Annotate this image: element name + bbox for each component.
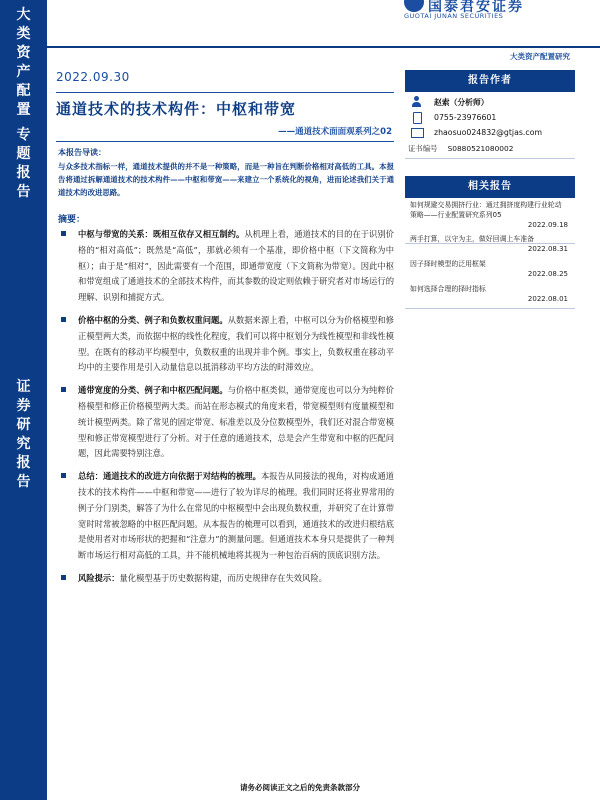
author-panel-divider <box>405 158 575 159</box>
disclaimer-note: 请务必阅读正文之后的免责条款部分 <box>240 783 360 792</box>
bullet-square-icon <box>61 387 66 392</box>
bullet-text <box>78 227 394 306</box>
related-panel-bottom-rule <box>405 308 575 309</box>
license-row <box>408 143 513 154</box>
related-report-date: 2022.08.25 <box>527 270 568 278</box>
bullet-heading: 风险提示： <box>78 572 120 583</box>
bullet-body: 与价格中枢类似，通带宽度也可以分为纯粹价格模型和修正价格模型两大类。而站在形态模式的角度来看，带宽模型则有度量模型和统计模型两类。除了常见的固定带宽、标准差以及分位数模型外，我们还对混合带宽模型和修正带宽模型进行了分析。对于任意的通道技术，总是会产生带宽和中枢的匹配问题，因此需要特别注意。 <box>78 385 394 459</box>
bullet-text <box>78 313 394 376</box>
abstract-bullets <box>58 227 394 594</box>
abstract-bullet <box>58 571 394 587</box>
logo-emblem-icon <box>404 0 424 12</box>
bullet-text <box>78 469 394 564</box>
phone-icon <box>410 111 424 123</box>
abstract-bullet <box>58 227 394 306</box>
report-date: 2022.09.30 <box>56 70 130 84</box>
author-phone: 0755-23976601 <box>434 112 497 122</box>
sidebar-label-type: 专 题 报 告 <box>16 127 31 200</box>
abstract-bullet <box>58 469 394 564</box>
bullet-body: 本报告从同接法的视角，对构成通道技术的技术构件——中枢和带宽——进行了较为详尽的梳理。我们同时还将业界常用的例子分门别类，解答了为什么在常见的中枢模型中会出现负数权重，并研究了在计算带宽时时常被忽略的中枢匹配问题。从本报告的梳理可以看到，通道技术的改进归根结底是使用者对市场形状的把握和“注意力”的测量问题。但通道技术本身只是提供了一种判断市场运行相对高低的工具，并不能机械地将其视为一种包治百病的顶底识别方法。 <box>78 471 394 561</box>
sidebar-label-report: 证 券 研 究 报 告 <box>16 379 31 490</box>
date-divider <box>56 92 394 93</box>
related-report-title[interactable]: 两手打算，以守为主，做好回调上车准备 <box>410 235 535 243</box>
bullet-square-icon <box>61 575 66 580</box>
related-report-title[interactable]: 如何选择合理的择时指标 <box>410 285 486 293</box>
related-report-title[interactable]: 如何规避交易拥挤行业：通过拥挤度构建行业轮动策略——行业配置研究系列05 <box>410 201 562 219</box>
bullet-heading: 总结：通道技术的改进方向依据于对结构的梳理。 <box>78 471 261 482</box>
author-email[interactable]: zhaosuo024832@gtjas.com <box>434 127 543 137</box>
author-email-row <box>410 125 542 139</box>
bullet-square-icon <box>61 231 66 236</box>
bullet-body: 从数据来源上看，中枢可以分为价格模型和修正模型两大类，而依据中枢的线性化程度，我们可以将中枢划分为线性模型和非线性模型。在既有的移动平均模型中，负数权重的出现并非个例。事实上，负数权重在移动平均中的主要作用是引入动量信息以抵消移动平均方法的时滞效应。 <box>78 314 394 373</box>
bullet-square-icon <box>61 473 66 478</box>
guide-text: 与众多技术指标一样，通道技术提供的并不是一种策略，而是一种旨在判断价格相对高低的工具。本报告将通过拆解通道技术的技术构件——中枢和带宽——来建立一个系统化的视角，进而论述我们关于通道技术的改进思路。 <box>58 162 394 197</box>
author-name: 赵索（分析师） <box>434 97 489 107</box>
sidebar-label-category: 大 类 资 产 配 置 <box>16 7 31 118</box>
bullet-text <box>78 571 394 587</box>
header-divider <box>47 46 600 48</box>
report-subtitle: ——通道技术面面观系列之02 <box>278 127 392 137</box>
abstract-label: 摘要： <box>58 215 86 225</box>
related-report-item[interactable] <box>410 200 568 229</box>
mail-icon <box>410 126 424 138</box>
bullet-body: 量化模型基于历史数据构建，而历史规律存在失效风险。 <box>119 572 327 583</box>
abstract-bullet <box>58 383 394 462</box>
author-phone-row <box>410 110 496 124</box>
subtitle-divider <box>56 141 394 142</box>
author-panel-heading: 报告作者 <box>405 70 575 92</box>
company-name-en: GUOTAI JUNAN SECURITIES <box>404 12 504 20</box>
company-name-cn: 国泰君安证券 <box>428 0 524 14</box>
author-name-row <box>410 95 489 109</box>
license-label: 证书编号 <box>408 144 438 153</box>
related-report-item[interactable] <box>410 234 568 253</box>
guide-label: 本报告导读： <box>58 148 106 157</box>
report-category: 大类资产配置研究 <box>510 52 570 61</box>
related-report-item[interactable] <box>410 259 568 278</box>
bullet-square-icon <box>61 317 66 322</box>
related-report-date: 2022.09.18 <box>527 221 568 229</box>
license-number: S0880521080002 <box>447 144 514 153</box>
bullet-heading: 通带宽度的分类、例子和中枢匹配问题。 <box>78 385 228 396</box>
related-report-item[interactable] <box>410 284 568 303</box>
related-report-date: 2022.08.31 <box>527 245 568 253</box>
bullet-heading: 中枢与带宽的关系：既相互依存又相互制约。 <box>78 229 245 239</box>
bullet-text <box>78 383 394 462</box>
person-icon <box>410 96 424 108</box>
related-panel-heading: 相关报告 <box>405 176 575 198</box>
abstract-bullet <box>58 313 394 376</box>
related-report-date: 2022.08.01 <box>527 295 568 303</box>
bullet-heading: 价格中枢的分类、例子和负数权重问题。 <box>78 314 228 325</box>
bullet-body: 从机理上看，通道技术的目的在于识别价格的“相对高低”；既然是“高低”，那就必须有一个基准，即价格中枢（下文简称为中枢）；由于是“相对”，因此需要有一个范围，即通带宽度（下文简称为带宽）。因此中枢和带宽组成了通道技术的全部技术构件，而其参数的设定则依赖于研究者对市场运行的理解、识别和捕捉方式。 <box>78 229 394 303</box>
report-title: 通道技术的技术构件：中枢和带宽 <box>56 100 297 118</box>
related-report-title[interactable]: 因子择时模型的泛用框架 <box>410 260 486 268</box>
